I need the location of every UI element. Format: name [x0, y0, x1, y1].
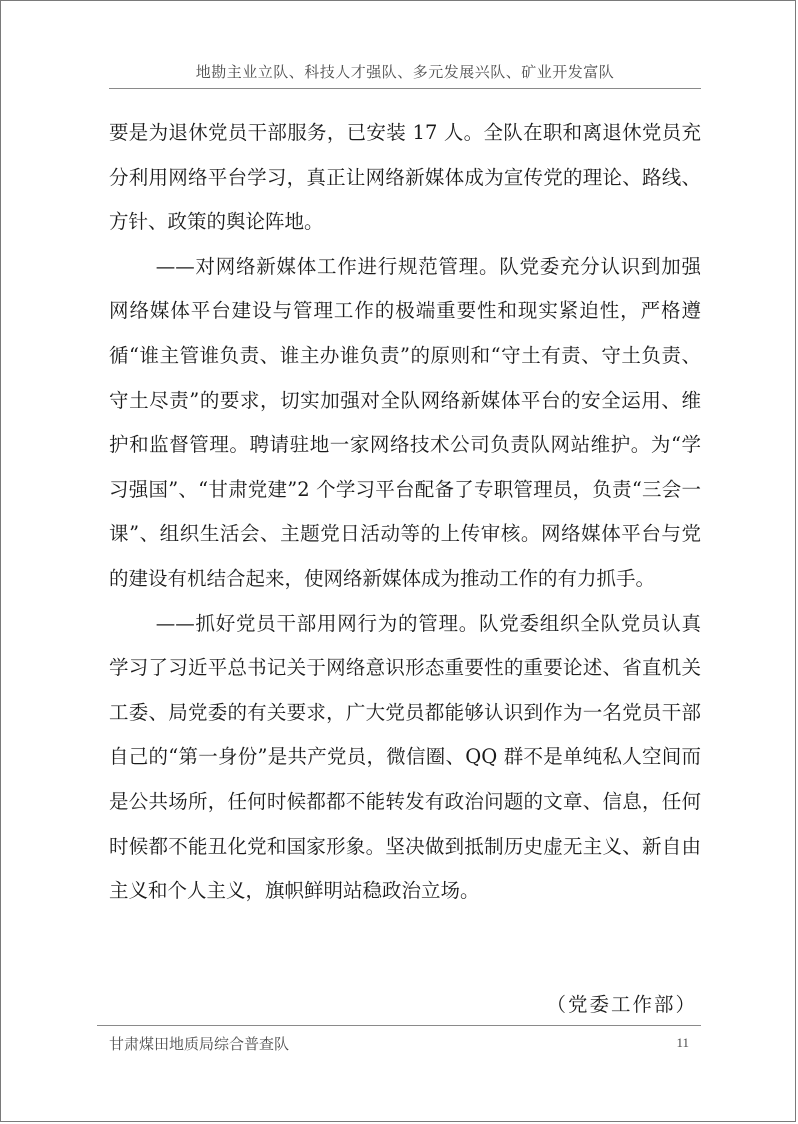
footer-divider [97, 1025, 701, 1026]
paragraph-member-behavior: ——抓好党员干部用网行为的管理。队党委组织全队党员认真学习了习近平总书记关于网络意识形态重要性的重要论述、省直机关工委、局党委的有关要求，广大党员都能够认识到作为一名党员干部自己的“第一身份”是共产党员，微信圈、QQ 群不是单纯私人空间而是公共场所，任何时候都都不能转发有政治问题的文章、信息，任何时候都不能丑化党和国家形象。坚决做到抵制历史虚无主义、新自由主义和个人主义，旗帜鲜明站稳政治立场。 [109, 611, 701, 903]
signature: （党委工作部） [546, 993, 697, 1016]
page-header: 地勘主业立队、科技人才强队、多元发展兴队、矿业开发富队 [109, 61, 701, 89]
document-body [109, 111, 701, 914]
paragraph-continuation: 要是为退休党员干部服务，已安装 17 人。全队在职和离退休党员充分利用网络平台学习，真正让网络新媒体成为宣传党的理论、路线、方针、政策的舆论阵地。 [109, 121, 701, 234]
footer-organization: 甘肃煤田地质局综合普查队 [109, 1035, 290, 1053]
paragraph-network-management: ——对网络新媒体工作进行规范管理。队党委充分认识到加强网络媒体平台建设与管理工作的极端重要性和现实紧迫性，严格遵循“谁主管谁负责、谁主办谁负责”的原则和“守土有责、守土负责、守土尽责”的要求，切实加强对全队网络新媒体平台的安全运用、维护和监督管理。聘请驻地一家网络技术公司负责队网站维护。为“学习强国”、“甘肃党建”2 个学习平台配备了专职管理员，负责“三会一课”、组织生活会、主题党日活动等的上传审核。网络媒体平台与党的建设有机结合起来，使网络新媒体成为推动工作的有力抓手。 [109, 254, 701, 590]
page-number: 11 [676, 1035, 689, 1050]
